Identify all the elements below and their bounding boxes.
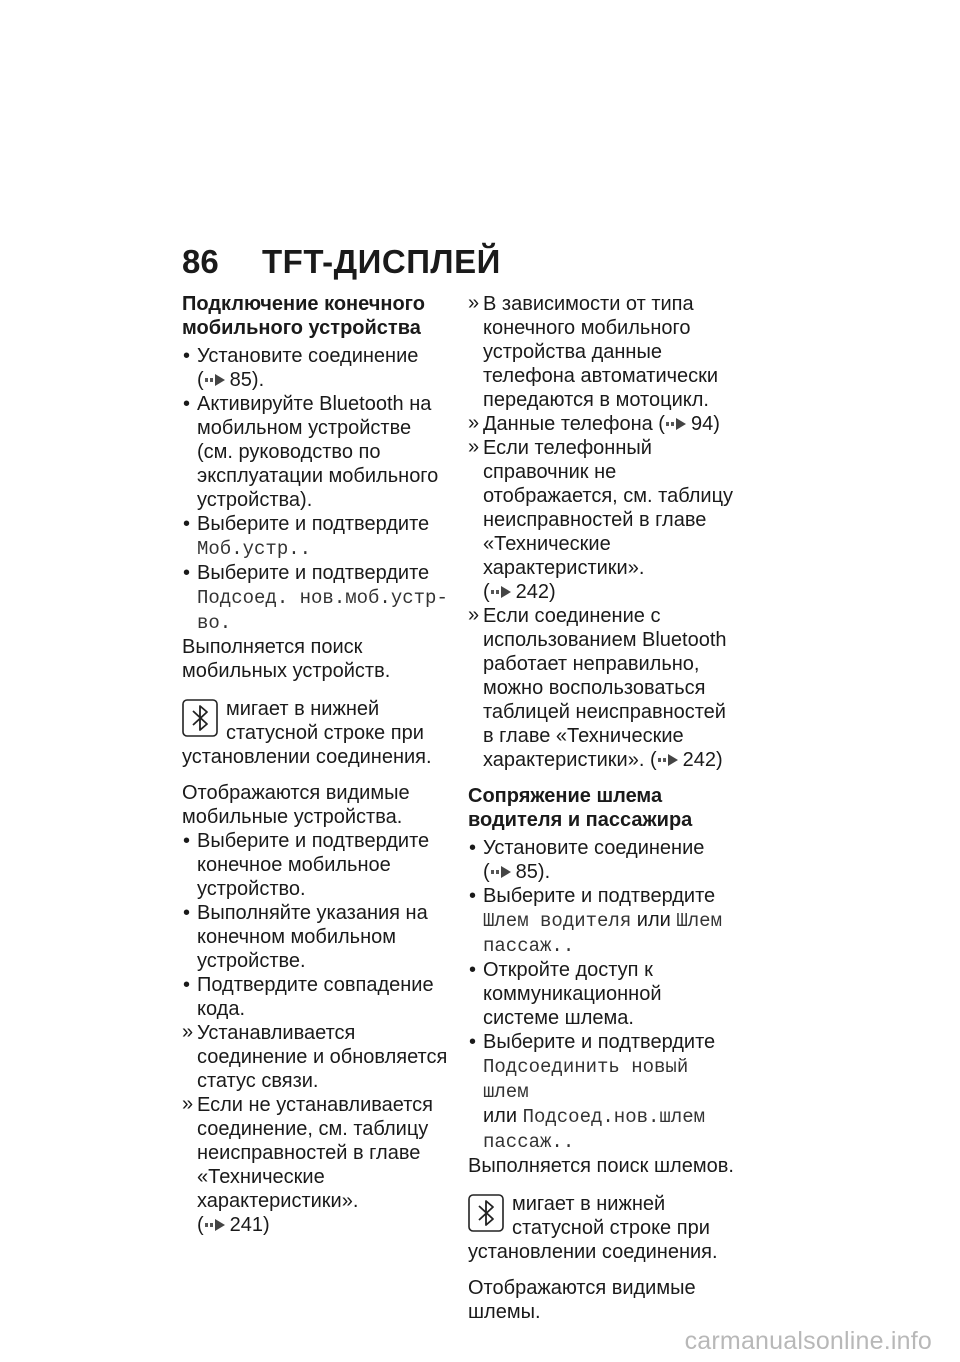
bluetooth-icon <box>182 699 218 737</box>
paragraph: Выполняется поиск мобильных устройств. <box>182 636 391 682</box>
arrow-reference-icon <box>204 1218 226 1232</box>
section-heading-helmet: Сопряжение шлема водителя и пассажира <box>468 785 693 831</box>
result-item: » Устанавливается соединение и обновляется статус связи. <box>182 1021 450 1093</box>
left-column <box>182 292 450 1237</box>
list-item: • Подтвердите совпадение кода. <box>182 973 450 1021</box>
menu-code: Шлем пассаж.. <box>483 910 722 957</box>
list-item: • Откройте доступ к коммуникационной системе шлема. <box>468 958 740 1030</box>
list-item: • Установите соединение ( 85). <box>182 344 450 392</box>
paragraph: Отображаются видимые мобильные устройства. <box>182 782 410 828</box>
list-item: • Выполняйте указания на конечном мобильном устройстве. <box>182 901 450 973</box>
list-item: • Активируйте Bluetooth на мобильном устройстве (см. руководство по эксплуатации мобильного устройства). <box>182 392 450 512</box>
result-item: » Данные телефона ( 94) <box>468 412 740 436</box>
chapter-title: TFT-ДИСПЛЕЙ <box>262 243 501 280</box>
arrow-reference-icon <box>204 373 226 387</box>
arrow-reference-icon <box>490 585 512 599</box>
result-item: » Если не устанавливается соединение, см. таблицу неисправностей в главе «Технические характеристики». ( 241) <box>182 1093 450 1237</box>
menu-code: Подсоединить новый шлем <box>483 1056 689 1103</box>
list-item: • Выберите и подтвердите Моб.устр.. <box>182 512 450 561</box>
menu-code: Подсоед.нов.шлем пассаж.. <box>483 1106 706 1153</box>
paragraph: Отображаются видимые шлемы. <box>468 1277 696 1323</box>
right-column <box>468 292 740 1324</box>
arrow-reference-icon <box>490 865 512 879</box>
menu-code: Шлем водителя <box>483 910 632 932</box>
bluetooth-note: мигает в нижней статусной строке при установлении соединения. <box>468 1193 718 1263</box>
list-item: • Выберите и подтвердите Подсоед. нов.моб.устр-во. <box>182 561 450 635</box>
bluetooth-note: мигает в нижней статусной строке при установлении соединения. <box>182 698 432 768</box>
watermark: carmanualsonline.info <box>684 1327 932 1355</box>
result-item: » В зависимости от типа конечного мобильного устройства данные телефона автоматически передаются в мотоцикл. <box>468 292 740 412</box>
list-item: • Установите соединение ( 85). <box>468 836 740 884</box>
paragraph: Выполняется поиск шлемов. <box>468 1155 734 1177</box>
bluetooth-icon <box>468 1194 504 1232</box>
list-item: • Выберите и подтвердите конечное мобильное устройство. <box>182 829 450 901</box>
menu-code: Моб.устр.. <box>197 538 312 560</box>
arrow-reference-icon <box>665 417 687 431</box>
page-header <box>182 243 501 283</box>
result-item: » Если телефонный справочник не отображается, см. таблицу неисправностей в главе «Технические характеристики». ( 242) <box>468 436 740 604</box>
page-number: 86 <box>182 243 219 280</box>
result-item: » Если соединение с использованием Bluetooth работает неправильно, можно воспользоваться таблицей неисправностей в главе «Технические характеристики». ( 242) <box>468 604 740 772</box>
section-heading-mobile: Подключение конечного мобильного устройства <box>182 293 425 339</box>
arrow-reference-icon <box>657 753 679 767</box>
menu-code: Подсоед. нов.моб.устр-во. <box>197 587 448 634</box>
list-item: • Выберите и подтвердите Шлем водителя или Шлем пассаж.. <box>468 884 740 958</box>
list-item: • Выберите и подтвердите Подсоединить новый шлем или Подсоед.нов.шлем пассаж.. <box>468 1030 740 1154</box>
